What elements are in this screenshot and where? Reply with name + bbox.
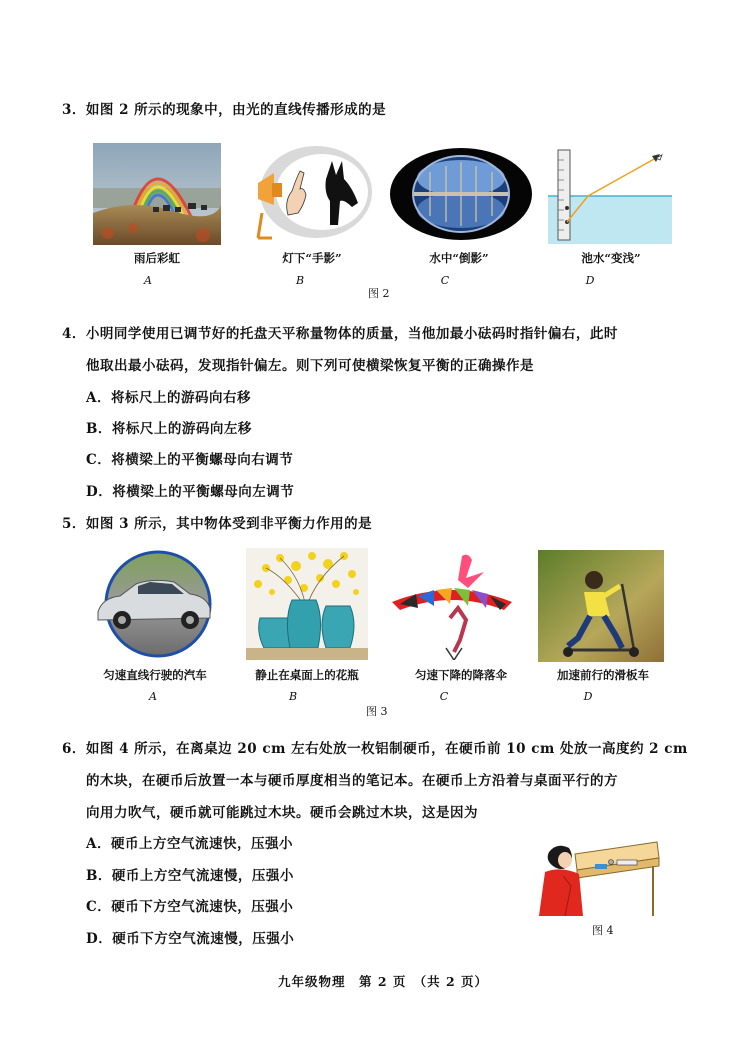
figure-2-label: 图 2 bbox=[368, 287, 390, 300]
q3-caption-a: 雨后彩虹 bbox=[134, 251, 180, 265]
q5-caption-d: 加速前行的滑板车 bbox=[557, 668, 649, 682]
figure-4-label: 图 4 bbox=[592, 924, 614, 937]
figure-3-label: 图 3 bbox=[366, 705, 388, 718]
parachute-image bbox=[388, 548, 516, 660]
q4-stem-line1: 4．小明同学使用已调节好的托盘天平称量物体的质量，当他加最小砝码时指针偏右，此时 bbox=[62, 326, 618, 342]
q5-letter-b: B bbox=[288, 690, 298, 703]
q4-option-b: B．将标尺上的游码向左移 bbox=[86, 421, 252, 437]
q5-letter-c: C bbox=[439, 690, 449, 703]
q3-stem: 3．如图 2 所示的现象中，由光的直线传播形成的是 bbox=[62, 102, 387, 118]
q6-stem-line3: 向用力吹气，硬币就可能跳过木块。硬币会跳过木块，这是因为 bbox=[86, 805, 478, 821]
q6-stem-line1: 6．如图 4 所示，在离桌边 20 cm 左右处放一枚铝制硬币，在硬币前 10 cm 处放一高度约 2 cm bbox=[62, 741, 688, 757]
car-image bbox=[92, 550, 218, 658]
q5-letter-d: D bbox=[583, 690, 593, 703]
reflection-image bbox=[390, 148, 532, 240]
q6-stem-line2: 的木块，在硬币后放置一本与硬币厚度相当的笔记本。在硬币上方沿着与桌面平行的方 bbox=[86, 773, 618, 789]
scooter-image bbox=[538, 550, 664, 662]
q6-option-a: A．硬币上方空气流速快，压强小 bbox=[86, 836, 293, 852]
q4-option-a: A．将标尺上的游码向右移 bbox=[86, 390, 251, 406]
q3-letter-c: C bbox=[440, 274, 450, 287]
q5-caption-b: 静止在桌面上的花瓶 bbox=[255, 668, 359, 682]
refraction-diagram bbox=[548, 146, 672, 244]
q5-stem: 5．如图 3 所示，其中物体受到非平衡力作用的是 bbox=[62, 516, 373, 532]
q6-option-d: D．硬币下方空气流速慢，压强小 bbox=[86, 931, 295, 947]
q4-stem-line2: 他取出最小砝码，发现指针偏左。则下列可使横梁恢复平衡的正确操作是 bbox=[86, 358, 534, 374]
q3-letter-a: A bbox=[144, 274, 152, 287]
q6-option-b: B．硬币上方空气流速慢，压强小 bbox=[86, 868, 294, 884]
hand-shadow-image bbox=[248, 143, 372, 241]
q4-option-d: D．将横梁上的平衡螺母向左调节 bbox=[86, 484, 295, 500]
blowing-coin-illustration bbox=[535, 836, 661, 918]
q5-letter-a: A bbox=[149, 690, 157, 703]
vases-image bbox=[246, 548, 368, 660]
q3-caption-c: 水中“倒影” bbox=[429, 251, 489, 265]
q3-letter-d: D bbox=[585, 274, 595, 287]
page-footer: 九年级物理 第 2 页 （共 2 页） bbox=[278, 974, 489, 989]
q5-caption-a: 匀速直线行驶的汽车 bbox=[103, 668, 207, 682]
q4-option-c: C．将横梁上的平衡螺母向右调节 bbox=[86, 452, 294, 468]
q3-caption-d: 池水“变浅” bbox=[581, 251, 641, 265]
q5-caption-c: 匀速下降的降落伞 bbox=[415, 668, 507, 682]
q3-caption-b: 灯下“手影” bbox=[282, 251, 342, 265]
rainbow-image bbox=[93, 143, 221, 245]
q6-option-c: C．硬币下方空气流速快，压强小 bbox=[86, 899, 294, 915]
q3-letter-b: B bbox=[295, 274, 305, 287]
